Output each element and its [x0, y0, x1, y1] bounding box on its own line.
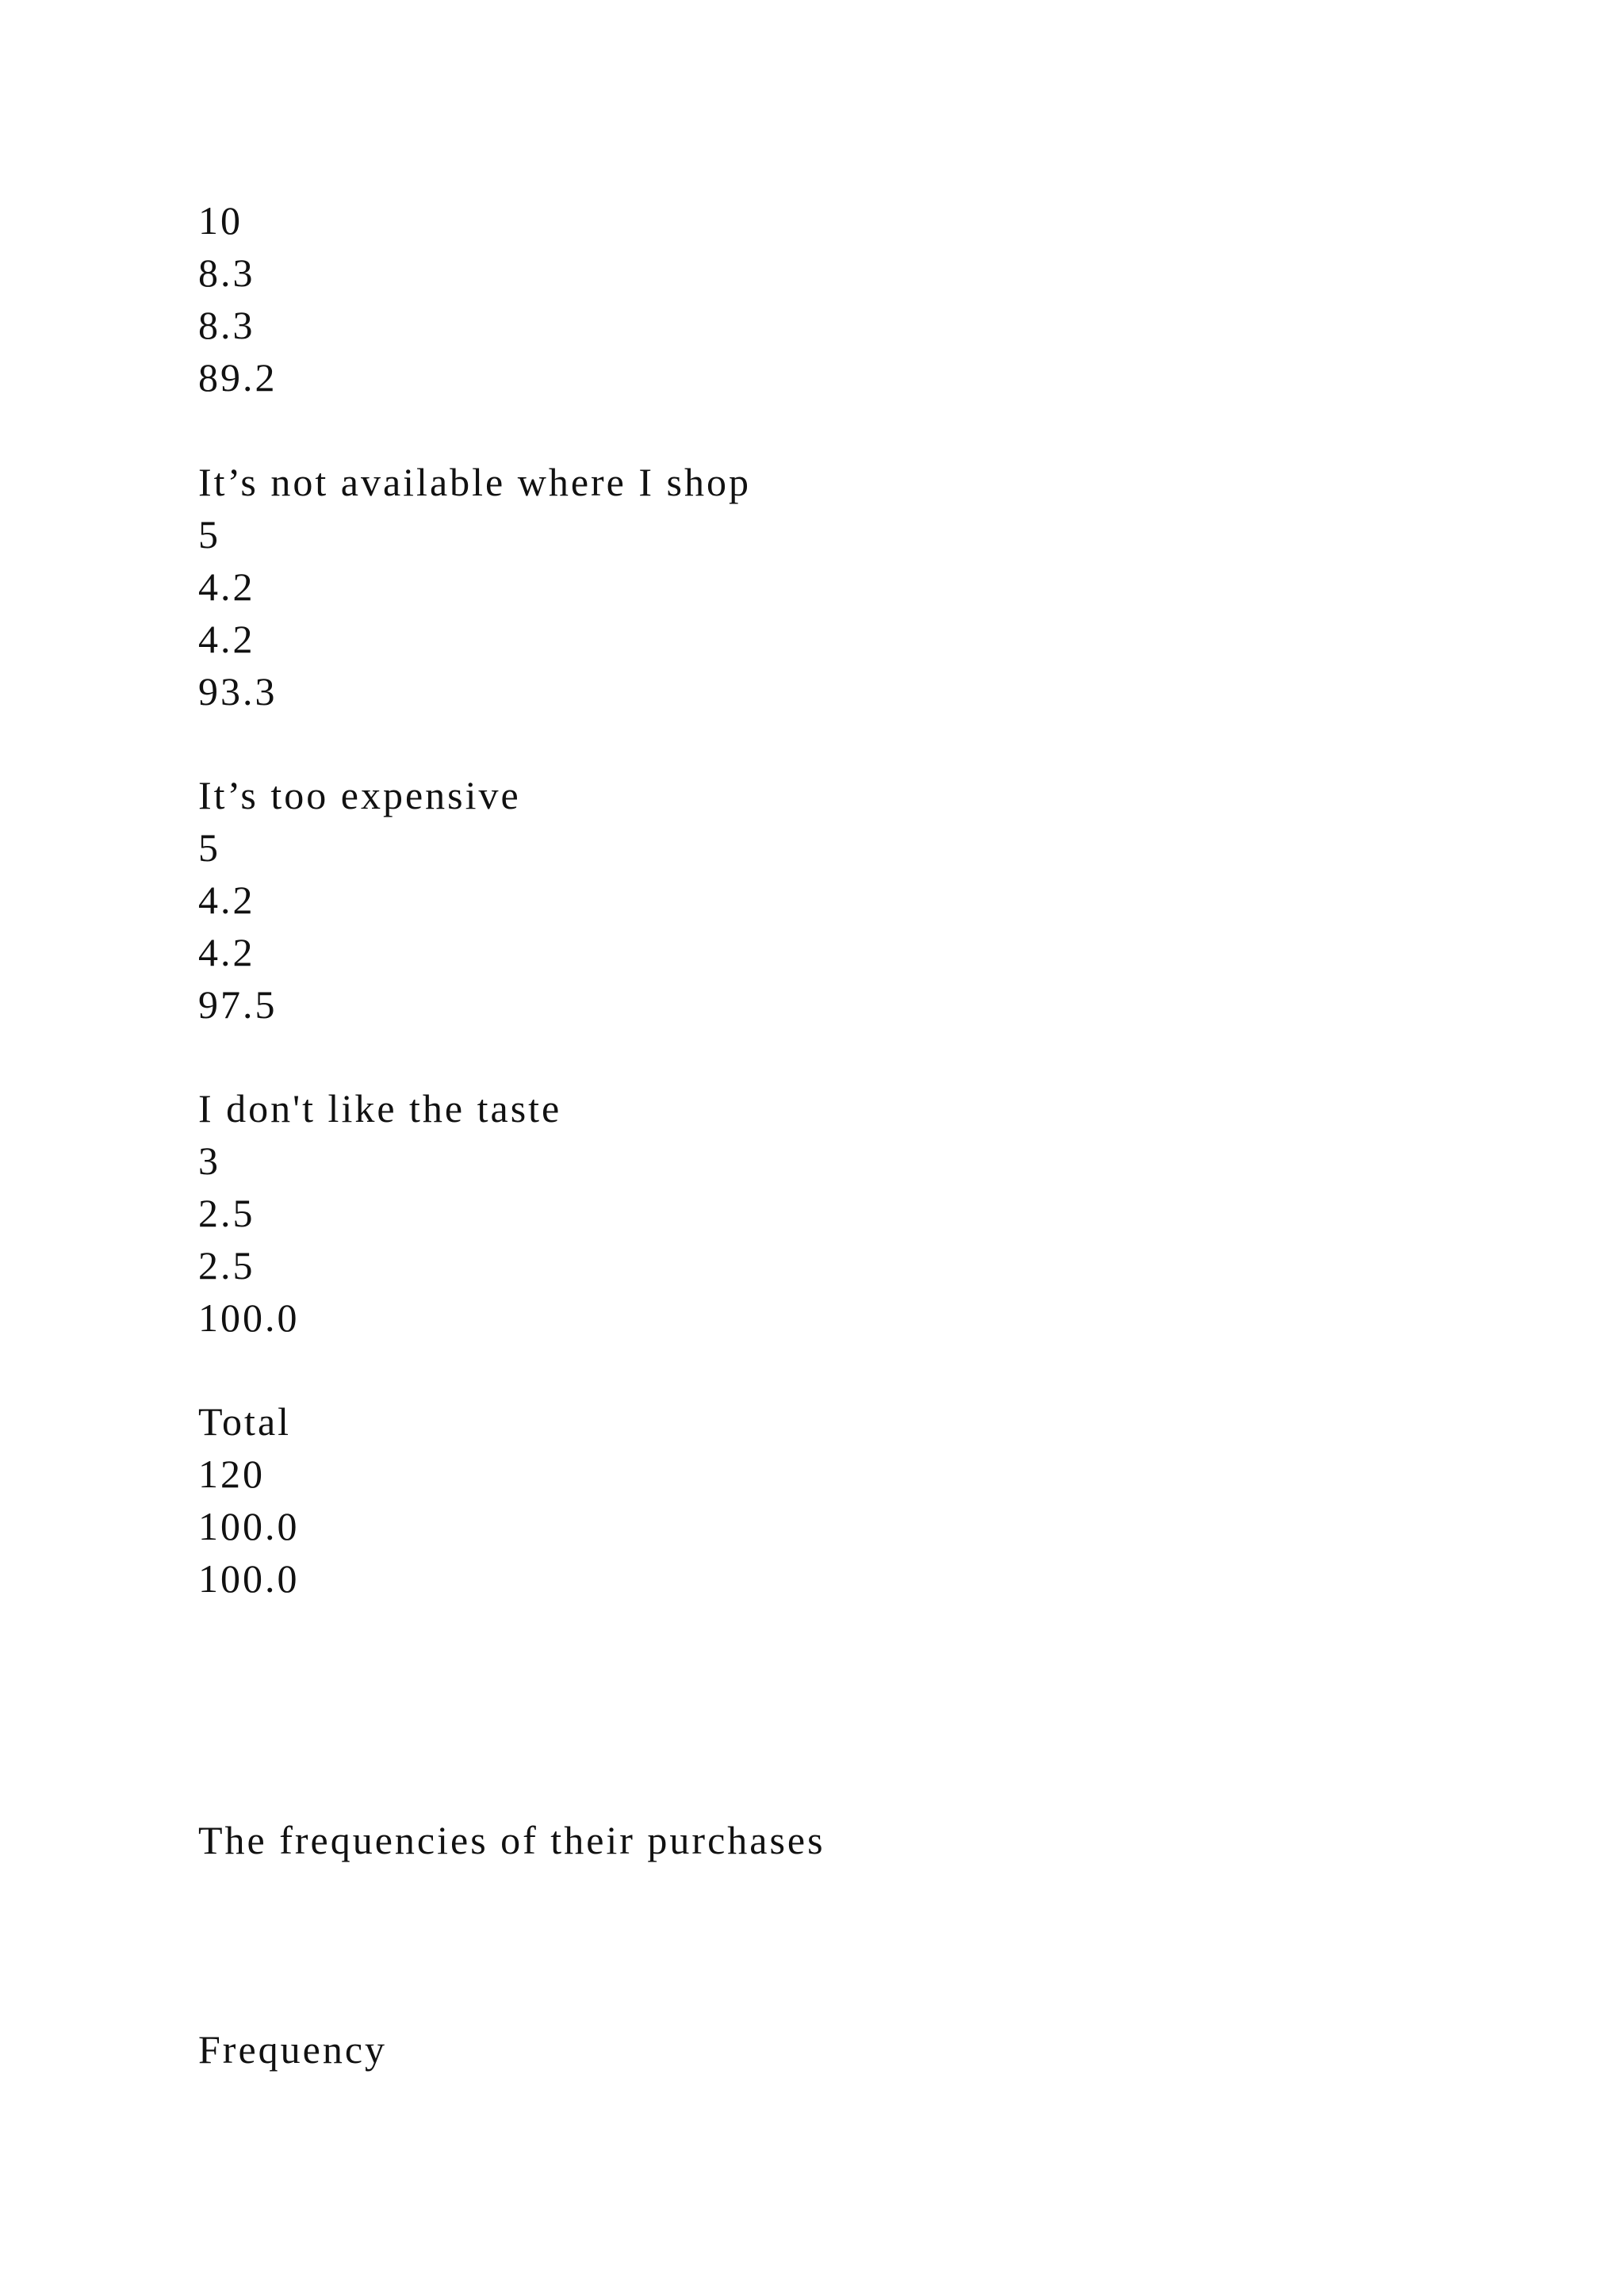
row-percent: 4.2	[198, 878, 255, 922]
total-percent: 100.0	[198, 1504, 300, 1548]
section-heading: The frequencies of their purchases	[198, 1818, 825, 1862]
row-valid-percent: 2.5	[198, 1243, 255, 1288]
row-label: It’s too expensive	[198, 773, 521, 817]
row-label: I don't like the taste	[198, 1086, 562, 1131]
top-values-block	[198, 194, 1546, 404]
column-label: Frequency	[198, 2027, 388, 2072]
section-heading-block	[198, 1814, 1546, 1866]
total-frequency: 120	[198, 1452, 265, 1496]
row-cumulative-percent: 93.3	[198, 669, 278, 714]
total-valid-percent: 100.0	[198, 1556, 300, 1601]
row-frequency: 5	[198, 512, 220, 557]
row-frequency: 3	[198, 1138, 220, 1183]
row-valid-percent: 4.2	[198, 930, 255, 974]
row-cumulative-percent: 97.5	[198, 982, 278, 1027]
total-label: Total	[198, 1399, 292, 1444]
row-block-too-expensive	[198, 769, 1546, 1031]
row-block-dont-like-taste	[198, 1082, 1546, 1344]
value-line: 10	[198, 198, 243, 243]
row-cumulative-percent: 100.0	[198, 1295, 300, 1340]
row-frequency: 5	[198, 825, 220, 870]
value-line: 8.3	[198, 251, 255, 295]
column-label-block	[198, 2023, 1546, 2076]
value-line: 89.2	[198, 355, 278, 400]
value-line: 8.3	[198, 303, 255, 347]
row-label: It’s not available where I shop	[198, 460, 751, 504]
total-block	[198, 1395, 1546, 1605]
row-percent: 2.5	[198, 1191, 255, 1235]
row-percent: 4.2	[198, 564, 255, 609]
row-block-not-available	[198, 456, 1546, 718]
row-valid-percent: 4.2	[198, 617, 255, 661]
